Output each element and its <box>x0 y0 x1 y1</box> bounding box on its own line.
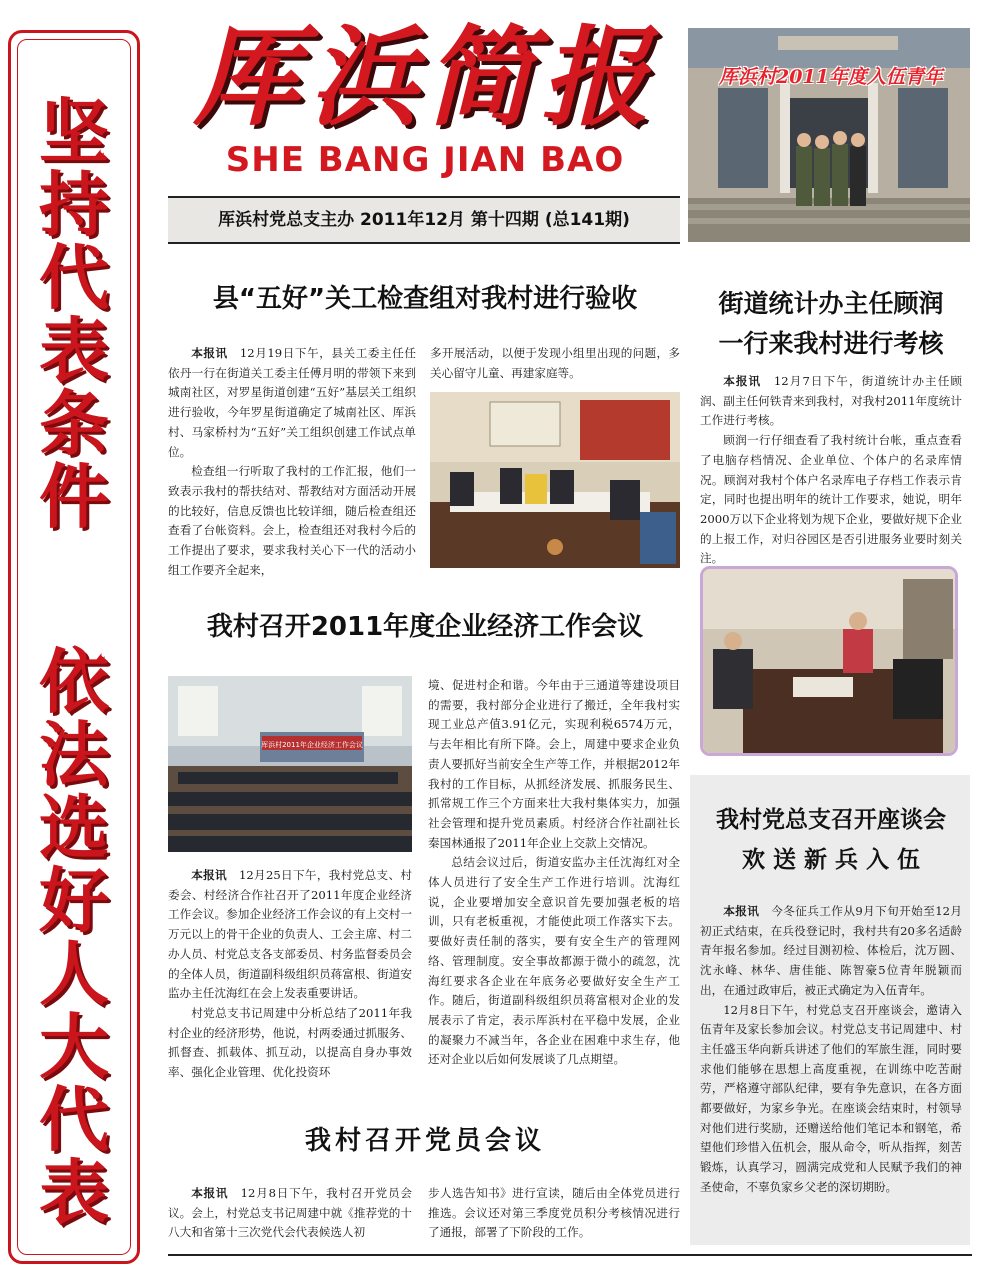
article-dangyuan-col2: 步人选告知书》进行宣读，随后由全体党员进行推选。会议还对第三季度党员积分考核情况进行了通报，部署了下阶段的工作。 <box>428 1186 680 1240</box>
vertical-slogan-banner <box>8 30 140 1264</box>
masthead-pinyin: SHE BANG JIAN BAO <box>225 140 625 180</box>
headline-guangong: 县“五好”关工检查组对我村进行验收 <box>212 284 638 314</box>
enterprise-meeting-photo <box>168 676 412 852</box>
headline-dangyuan: 我村召开党员会议 <box>304 1126 545 1156</box>
recruits-photo <box>688 28 970 242</box>
article-guangong-col2: 多开展活动，以便于发现小组里出现的问题，多关心留守儿童、再建家庭等。 <box>430 346 680 380</box>
photo-caption: 厍浜村2011年度入伍青年 <box>719 66 943 88</box>
article-dangyuan-col1: 本报讯 12月8日下午，我村召开党员会议。会上，村党总支书记周建中就《推荐党的十八大和省第十三次党代会代表候选人初 <box>168 1186 412 1240</box>
article-xinbing: 本报讯 今冬征兵工作从9月下旬开始至12月初正式结束，在兵役登记时，我村共有20多名适龄青年报名参加。经过目测初检、体检后，沈万圆、沈永峰、林华、唐佳能、陈智豪5位青年脱颖而出，在通过政审后，被正式确定为入伍青年。 12月8日下午，村党总支召开座谈会，邀请入伍青年及家长参加会议。村党总支书记周建中、村主任盛玉华向新兵讲述了他们的军旅生涯，同时要求他们能够在思想上高度重视，在训练中吃苦耐劳，严格遵守部队纪律，要有争先意识，在各方面都要做好，为家乡争光。在座谈会结束时，村领导对他们进行奖励，还赠送给他们笔记本和钢笔，希望他们珍惜入伍机会，服从命令，听从指挥，刻苦锻炼，认真学习，圆满完成党和人民赋予我们的神圣使命，不辜负家乡父老的深切期盼。 <box>700 904 962 1194</box>
statistics-visit-photo <box>700 566 958 756</box>
article-qiye-col2: 境、促进村企和谐。今年由于三通道等建设项目的需要，我村部分企业进行了搬迁，全年我村实现工业总产值3.91亿元，实现利税6574万元，与去年相比有所下降。会上，周建中要求企业负责人要抓好当前安全生产等工作，并根据2012年我村的工作目标，从抓经济发展、抓服务民生、抓常规工作三个方面来壮大我村集体实力，加强社会管理和提升党员素质。村经济合作社副社长秦国林通报了2011年企业上交款上交情况。 总结会议过后，街道安监办主任沈海红对全体人员进行了安全生产工作进行培训。沈海红说，企业要增加安全意识首先要加强老板的培训，只有老板重视，才能使此项工作落实下去。要做好责任制的落实，要有安全生产的管理网络、管理制度。安全事故都源于微小的疏忽，沈海红要求各企业在年底务必要做好安全生产工作。随后，街道副科级组织员蒋富根对企业的发展表示了肯定，表示厍浜村在平稳中发展，企业的凝聚力不减当年，各企业在困难中求生存，他还对企业以后如何发展谈了几点期望。 <box>428 678 680 1067</box>
bottom-rule <box>168 1254 972 1256</box>
headline-qiye: 我村召开2011年度企业经济工作会议 <box>206 612 644 642</box>
inspection-meeting-photo <box>430 392 680 568</box>
headline-tongji: 街道统计办主任顾润 一行来我村进行考核 <box>718 289 944 358</box>
masthead-title: 厍浜简报 <box>192 15 657 141</box>
slide-text: 厍浜村2011年企业经济工作会议 <box>261 741 363 749</box>
article-tongji: 本报讯 12月7日下午，街道统计办主任顾润、副主任何铁青来到我村，对我村2011年度统计工作进行考核。 顾润一行仔细查看了我村统计台帐，重点查看了电脑存档情况、企业单位、个体户的名录库情况。顾润对我村个体户名录库电子存档工作表示肯定，同时也提出明年的统计工作要求，她说，明年2000万以下企业将划为规下企业，要做好规下企业的上报工作，对归谷园区是否引进服务业要时刻关注。 <box>700 374 962 566</box>
slogan-bottom: 依 法 选 好 人 大 代 表 <box>39 640 109 1234</box>
article-qiye-col1: 本报讯 12月25日下午，我村党总支、村委会、村经济合作社召开了2011年度企业经济工作会议。参加企业经济工作会议的有上交村一万元以上的骨干企业的负责人、工会主席、村二办人员、村党总支各支部委员、村务监督委员会的全体人员，街道副科级组织员蒋富根、街道安监办主任沈海红在会上发表重要讲话。 村党总支书记周建中分析总结了2011年我村企业的经济形势，他说，村两委通过抓服务、抓督查、抓载体、抓互动，以提高自身办事效率、强化企业管理、优化投资环 <box>168 868 412 1080</box>
headline-xinbing: 我村党总支召开座谈会 欢 送 新 兵 入 伍 <box>716 807 946 873</box>
article-guangong-col1: 本报讯 12月19日下午，县关工委主任任依丹一行在街道关工委主任傅月明的带领下来到城南社区，对罗星街道创建“五好”基层关工组织进行验收，今年罗星街道确定了城南社区、厍浜村、马家桥村为“五好”关工组织创建工作试点单位。 检查组一行听取了我村的工作汇报，他们一致表示我村的帮扶结对、帮教结对方面活动开展的比较好，信息反馈也比较详细，随后检查组还查看了台帐资料。会上，检查组还对我村今后的工作提出了要求，要求我村关心下一代的活动小组工作要齐全起来， <box>168 346 416 577</box>
slogan-top: 坚 持 代 表 条 件 <box>39 90 109 538</box>
lead-tag: 本报讯 <box>191 346 228 360</box>
issue-line: 厍浜村党总支主办 2011年12月 第十四期 (总141期) <box>168 196 680 244</box>
